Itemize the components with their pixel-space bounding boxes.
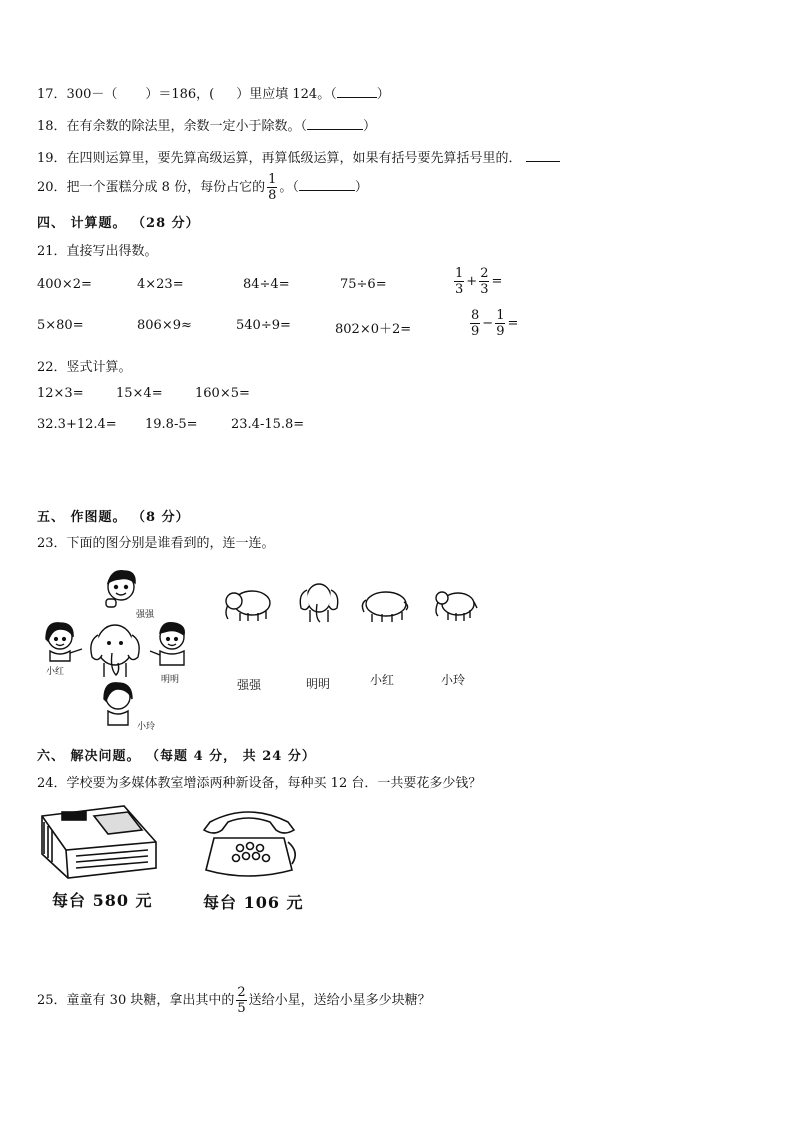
calc-item: 32.3+12.4= — [37, 417, 117, 432]
kid-label: 强强 — [136, 610, 155, 620]
operator: + — [466, 274, 478, 289]
calc-item: 15×4= — [116, 386, 163, 401]
numerator: 1 — [496, 308, 505, 323]
q25-text-a: 25．童童有 30 块糖，拿出其中的 — [37, 993, 235, 1008]
calc-item: 19.8-5= — [145, 417, 198, 432]
q20-text-b: 。（ — [279, 180, 299, 195]
price-label: 每台 106 元 — [203, 893, 304, 912]
projector-icon — [38, 802, 160, 880]
denominator: 3 — [480, 282, 489, 297]
q17-text-c: ）里应填 124。（ — [236, 87, 337, 102]
equals: = — [491, 274, 503, 289]
denominator: 9 — [496, 324, 505, 339]
q18-text-a: 18．在有余数的除法里，余数一定小于除数。（ — [37, 119, 308, 134]
answer-blank[interactable] — [307, 117, 363, 130]
fraction-expression — [452, 266, 502, 297]
kid-label: 小玲 — [137, 722, 156, 732]
numerator: 2 — [237, 985, 246, 1000]
price-label: 每台 580 元 — [52, 891, 153, 910]
elephant-front-icon — [91, 625, 139, 677]
calc-item: 75÷6= — [340, 277, 387, 292]
q19-text: 19．在四则运算里，要先算高级运算，再算低级运算，如果有括号要先算括号里的． — [37, 151, 522, 166]
q18-text-b: ） — [363, 119, 377, 134]
kid-face-icon — [104, 683, 132, 725]
question-21-title: 21．直接写出得数。 — [37, 244, 158, 259]
calc-item: 4×23= — [137, 277, 184, 292]
answer-blank[interactable] — [299, 178, 355, 191]
calc-item: 802×0＋2= — [335, 322, 412, 337]
elephant-side-view-icon — [222, 585, 274, 625]
fraction — [470, 308, 480, 339]
question-20 — [37, 172, 368, 203]
elephant-side-view-icon — [430, 586, 478, 624]
calc-item: 160×5= — [195, 386, 250, 401]
calc-item: 806×9≈ — [137, 318, 192, 333]
calc-item: 23.4-15.8= — [231, 417, 305, 432]
q17-text-a: 17．300－（ — [37, 87, 118, 102]
question-17 — [37, 83, 390, 102]
q25-text-b: 送给小星，送给小星多少块糖？ — [248, 993, 431, 1008]
numerator: 1 — [268, 172, 277, 187]
name-option: 明明 — [306, 677, 331, 691]
denominator: 8 — [268, 188, 277, 203]
question-18 — [37, 115, 376, 134]
section-6-heading: 六、 解决问题。 （每题 4 分， 共 24 分） — [37, 749, 316, 764]
question-22-title: 22．竖式计算。 — [37, 360, 132, 375]
question-24-title: 24．学校要为多媒体教室增添两种新设备，每种买 12 台．一共要花多少钱？ — [37, 776, 482, 791]
calc-item: 540÷9= — [236, 318, 291, 333]
question-23-title: 23．下面的图分别是谁看到的，连一连。 — [37, 536, 275, 551]
denominator: 5 — [237, 1001, 246, 1016]
q20-text-c: ） — [354, 180, 368, 195]
telephone-icon — [200, 808, 300, 880]
elephant-back-view-icon — [360, 588, 410, 624]
kids-around-elephant-illustration — [40, 565, 200, 735]
fraction — [479, 266, 489, 297]
calc-item: 12×3= — [37, 386, 84, 401]
name-option: 强强 — [237, 678, 262, 692]
q17-text-d: ） — [376, 87, 390, 102]
fraction — [236, 985, 246, 1016]
numerator: 1 — [455, 266, 464, 281]
name-option: 小红 — [370, 673, 395, 687]
kid-face-icon — [150, 623, 184, 665]
operator: − — [482, 316, 494, 331]
kid-face-icon — [46, 623, 82, 661]
name-option: 小玲 — [441, 673, 466, 687]
question-25 — [37, 985, 431, 1016]
fraction — [454, 266, 464, 297]
kid-label: 小红 — [46, 667, 65, 677]
section-5-heading: 五、 作图题。 （8 分） — [37, 510, 190, 525]
fraction-expression — [468, 308, 518, 339]
answer-blank[interactable] — [526, 149, 560, 162]
numerator: 8 — [471, 308, 480, 323]
equals: = — [507, 316, 519, 331]
elephant-front-view-icon — [298, 580, 340, 626]
fraction — [495, 308, 505, 339]
calc-item: 400×2= — [37, 277, 92, 292]
denominator: 3 — [455, 282, 464, 297]
calc-item: 84÷4= — [243, 277, 290, 292]
numerator: 2 — [480, 266, 489, 281]
kid-label: 明明 — [161, 675, 180, 685]
answer-blank[interactable] — [337, 85, 377, 98]
denominator: 9 — [471, 324, 480, 339]
q20-text-a: 20．把一个蛋糕分成 8 份，每份占它的 — [37, 180, 266, 195]
kid-face-icon — [106, 571, 135, 607]
q17-text-b: ）＝186，( — [145, 87, 215, 102]
question-19 — [37, 147, 560, 166]
fraction — [267, 172, 277, 203]
calc-item: 5×80= — [37, 318, 84, 333]
section-4-heading: 四、 计算题。 （28 分） — [37, 216, 200, 231]
